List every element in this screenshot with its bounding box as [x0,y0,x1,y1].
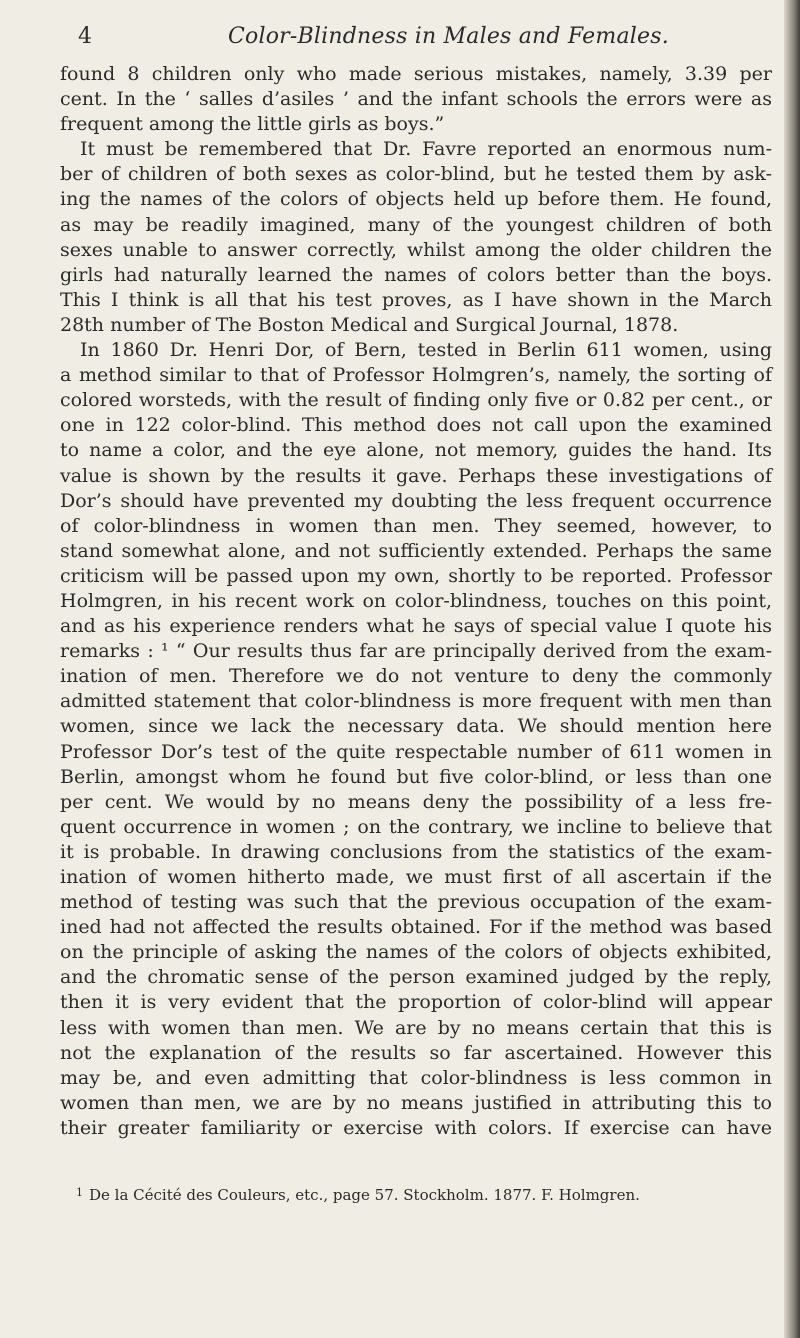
text-line: ing the names of the colors of objects held up before them. He found, [60,188,772,211]
text-line: may be, and even admitting that color-blindness is less common in [60,1066,772,1089]
text-line: Berlin, amongst whom he found but five color-blind, or less than one [60,765,772,788]
text-line: and as his experience renders what he says of special value I quote his [60,615,772,638]
text-line: admitted statement that color-blindness is more frequent with men than [60,690,772,713]
text-line: cent. In the ‘ salles d’asiles ’ and the infant schools the errors were as [60,88,772,111]
text-line: it is probable. In drawing conclusions from the statistics of the exam- [60,840,772,863]
text-line: then it is very evident that the proportion of color-blind will appear [60,991,772,1014]
text-line: less with women than men. We are by no means certain that this is [60,1016,772,1039]
text-line: ined had not affected the results obtained. For if the method was based [60,916,772,939]
text-line: value is shown by the results it gave. Perhaps these investigations of [60,464,772,487]
page-edge-shadow [784,0,800,1338]
text-line: found 8 children only who made serious mistakes, namely, 3.39 per [60,63,772,85]
text-line: women than men, we are by no means justified in attributing this to [60,1091,772,1114]
footnote [76,1186,776,1204]
body-text [60,62,772,1141]
text-line: to name a color, and the eye alone, not memory, guides the hand. Its [60,439,772,462]
text-line: sexes unable to answer correctly, whilst among the older children the [60,238,772,261]
text-line: ination of women hitherto made, we must first of all ascertain if the [60,866,772,888]
text-line: as may be readily imagined, many of the youngest children of both [60,213,772,236]
text-line: ination of men. Therefore we do not venture to deny the commonly [60,665,772,688]
text-line: and the chromatic sense of the person examined judged by the reply, [60,966,772,989]
text-line: one in 122 color-blind. This method does not call upon the examined [60,414,772,437]
page-number: 4 [78,24,92,49]
text-line: frequent among the little girls as boys.” [60,113,445,136]
text-line: quent occurrence in women ; on the contrary, we incline to believe that [60,815,772,838]
text-line: This I think is all that his test proves, as I have shown in the March [60,288,772,311]
text-line: method of testing was such that the previous occupation of the exam- [60,891,772,914]
text-line: their greater familiarity or exercise with colors. If exercise can have [60,1116,772,1139]
text-line: ber of children of both sexes as color-blind, but he tested them by ask- [60,163,772,186]
footnote-text: De la Cécité des Couleurs, etc., page 57. Stockholm. 1877. F. Holmgren. [89,1186,640,1204]
text-line: of color-blindness in women than men. They seemed, however, to [60,514,772,537]
text-line: women, since we lack the necessary data. We should mention here [60,715,772,738]
text-line: a method similar to that of Professor Holmgren’s, namely, the sorting of [60,364,772,387]
running-title: Color-Blindness in Males and Females. [228,24,669,49]
text-line: criticism will be passed upon my own, shortly to be reported. Professor [60,564,772,587]
text-line: per cent. We would by no means deny the possibility of a less fre- [60,790,772,813]
text-line: colored worsteds, with the result of finding only five or 0.82 per cent., or [60,389,772,412]
text-line: girls had naturally learned the names of colors better than the boys. [60,263,772,286]
text-line: Holmgren, in his recent work on color-blindness, touches on this point, [60,589,772,612]
text-line: remarks : ¹ “ Our results thus far are principally derived from the exam- [60,640,772,663]
text-line: It must be remembered that Dr. Favre reported an enormous num- [80,138,772,161]
text-line: stand somewhat alone, and not sufficiently extended. Perhaps the same [60,539,772,562]
text-line: on the principle of asking the names of the colors of objects exhibited, [60,941,772,964]
text-line: 28th number of The Boston Medical and Surgical Journal, 1878. [60,313,679,336]
text-line: not the explanation of the results so far ascertained. However this [60,1041,772,1064]
text-line: Professor Dor’s test of the quite respectable number of 611 women in [60,740,772,763]
page-header [78,20,768,60]
footnote-marker: 1 [76,1186,83,1199]
text-line: In 1860 Dr. Henri Dor, of Bern, tested in Berlin 611 women, using [80,339,772,362]
text-line: Dor’s should have prevented my doubting the less frequent occurrence [60,489,772,512]
